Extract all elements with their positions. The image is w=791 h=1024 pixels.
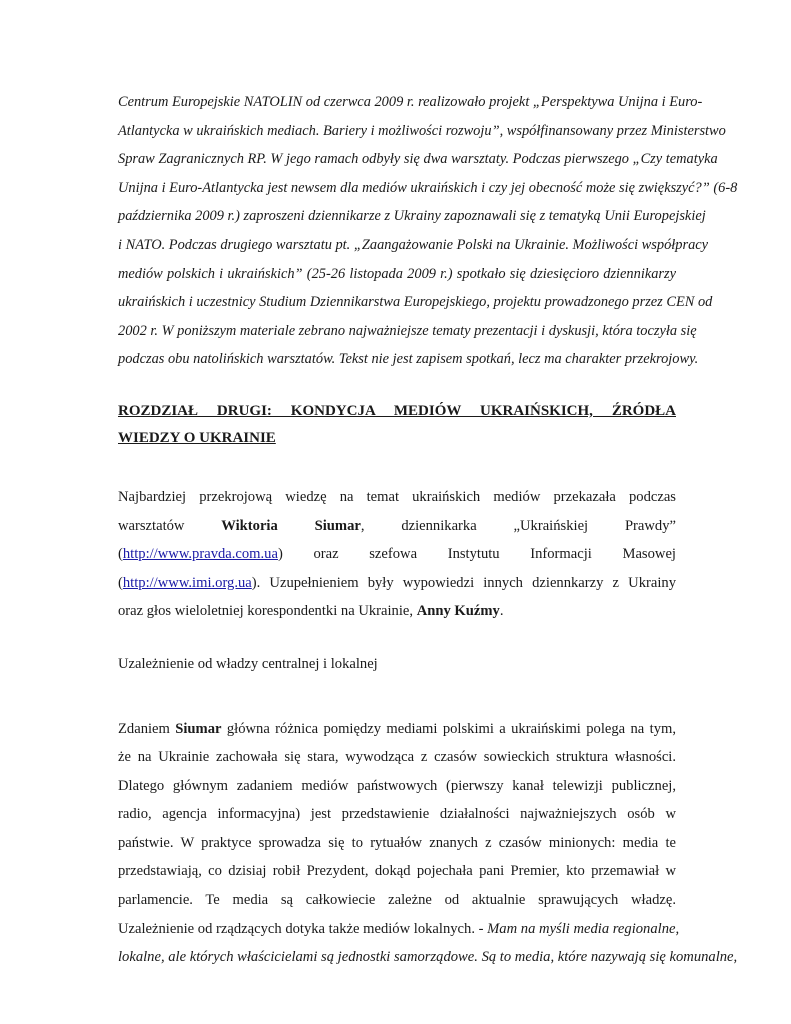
text: Prawdy” <box>624 517 677 534</box>
person-name: Wiktoria <box>221 517 278 534</box>
text: oraz głos wieloletniej korespondentki na Ukrainie, <box>118 603 417 620</box>
paragraph-line <box>118 512 676 541</box>
text: oraz <box>313 546 339 563</box>
person-name: Siumar <box>175 720 222 737</box>
paragraph-line: przedstawiają, co dzisiaj robił Prezydent, dokąd pojechała pani Premier, kto przemawiał w <box>118 863 676 880</box>
text: , <box>360 517 365 534</box>
text: Instytutu <box>447 546 500 563</box>
quote-text: Mam na myśli media regionalne, <box>487 920 680 937</box>
intro-line: ukraińskich i uczestnicy Studium Dziennikarstwa Europejskiego, projektu prowadzonego przez CEN od <box>118 294 713 311</box>
paragraph-line: radio, agencja informacyjna) jest przedstawienie działalności najważniejszych osób w <box>118 806 676 823</box>
text: ) <box>277 546 283 563</box>
text: ( <box>118 546 123 563</box>
section-subheading <box>118 650 676 679</box>
pravda-link[interactable]: http://www.pravda.com.ua <box>122 546 278 563</box>
text: Masowej <box>622 546 676 563</box>
paragraph-sources <box>118 483 676 626</box>
quote-line: lokalne, ale których właścicielami są jednostki samorządowe. Są to media, które nazywają się komunalne, <box>118 949 738 966</box>
text: dziennikarka <box>401 517 477 534</box>
paragraph-line: że na Ukrainie zachowała się stara, wywodząca z czasów sowieckich struktura własności. <box>118 749 676 766</box>
person-name: Anny Kuźmy <box>416 603 500 620</box>
text: Uzależnienie od rządzących dotyka także mediów lokalnych. - <box>118 920 488 937</box>
intro-line: podczas obu natolińskich warsztatów. Tekst nie jest zapisem spotkań, lecz ma charakter przekrojowy. <box>118 351 699 368</box>
intro-line: Unijna i Euro-Atlantycka jest newsem dla mediów ukraińskich i czy jej obecność może się zwiększyć?” (6-8 <box>118 179 738 196</box>
intro-line: Atlantycka w ukraińskich mediach. Bariery i możliwości rozwoju”, współfinansowany przez Ministerstwo <box>118 122 726 139</box>
text: . <box>499 603 504 620</box>
paragraph-line: parlamencie. Te media są całkowiecie zależne od aktualnie sprawujących władzę. <box>118 892 676 909</box>
heading-line: ROZDZIAŁ DRUGI: KONDYCJA MEDIÓW UKRAIŃSKICH, ŹRÓDŁA <box>118 402 676 419</box>
text: główna różnica pomiędzy mediami polskimi a ukraińskimi polega na tym, <box>221 720 676 737</box>
document-page <box>118 88 738 972</box>
intro-line: października 2009 r.) zaproszeni dziennikarze z Ukrainy zapoznawali się z tematyką Unii Europejskiej <box>118 208 706 225</box>
intro-line: i NATO. Podczas drugiego warsztatu pt. „Zaangażowanie Polski na Ukrainie. Możliwości współpracy <box>118 236 709 253</box>
text: Informacji <box>530 546 592 563</box>
intro-line: mediów polskich i ukraińskich” (25-26 listopada 2009 r.) spotkało się dziesięcioro dziennikarzy <box>118 265 676 282</box>
person-name: Siumar <box>314 517 361 534</box>
paragraph-line <box>118 715 676 744</box>
chapter-heading <box>118 398 676 453</box>
intro-line: 2002 r. W poniższym materiale zebrano najważniejsze tematy prezentacji i dyskusji, która toczyła się <box>118 322 697 339</box>
paragraph-line: Dlatego głównym zadaniem mediów państwowych (pierwszy kanał telewizji publicznej, <box>118 777 676 794</box>
paragraph-line <box>118 569 676 598</box>
paragraph-dependence <box>118 715 738 972</box>
paragraph-line <box>118 597 676 626</box>
text: warsztatów <box>118 517 185 534</box>
paragraph-line: państwie. W praktyce sprowadza się to rytuałów znanych z czasów minionych: media te <box>118 834 676 851</box>
subheading-text: Uzależnienie od władzy centralnej i lokalnej <box>118 655 378 672</box>
text: Zdaniem <box>118 720 176 737</box>
paragraph-line: Najbardziej przekrojową wiedzę na temat ukraińskich mediów przekazała podczas <box>118 488 676 505</box>
heading-line: WIEDZY O UKRAINIE <box>118 430 276 447</box>
text: ). Uzupełnieniem były wypowiedzi innych dziennkarzy z Ukrainy <box>251 574 676 591</box>
paragraph-line <box>118 915 680 944</box>
intro-line: Spraw Zagranicznych RP. W jego ramach odbyły się dwa warsztaty. Podczas pierwszego „Czy tematyka <box>118 151 718 168</box>
text: „Ukraińskiej <box>513 517 589 534</box>
intro-paragraph <box>118 88 738 374</box>
text: szefowa <box>369 546 418 563</box>
imi-link[interactable]: http://www.imi.org.ua <box>122 574 252 591</box>
intro-line: Centrum Europejskie NATOLIN od czerwca 2009 r. realizowało projekt „Perspektywa Unijna i Euro- <box>118 94 703 110</box>
text: ( <box>118 574 123 591</box>
paragraph-line <box>118 540 676 569</box>
